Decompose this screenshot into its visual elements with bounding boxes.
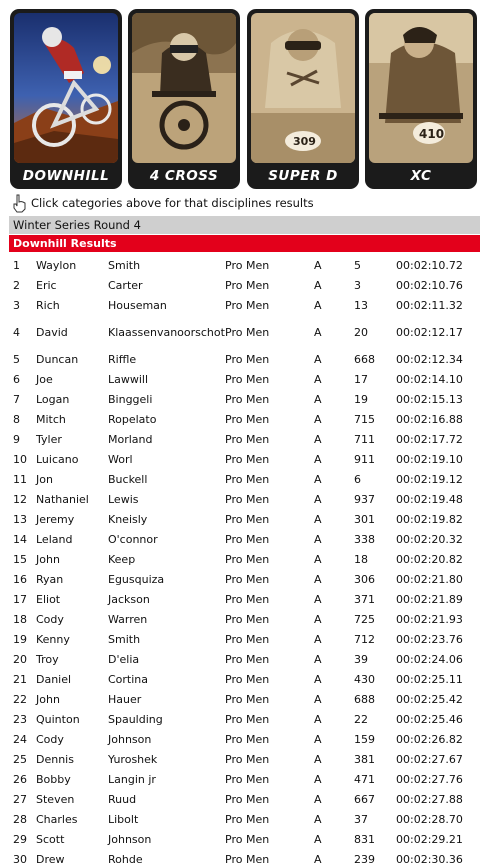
- category-cell: Pro Men: [225, 613, 270, 626]
- position-cell: 25: [13, 753, 27, 766]
- position-cell: 10: [13, 453, 27, 466]
- first-name-cell: Mitch: [36, 413, 66, 426]
- position-cell: 6: [13, 373, 20, 386]
- result-row: [9, 790, 484, 810]
- first-name-cell: Rich: [36, 299, 60, 312]
- result-row: [9, 610, 484, 630]
- class-cell: A: [314, 493, 322, 506]
- plate-number-cell: 430: [354, 673, 375, 686]
- plate-number-cell: 831: [354, 833, 375, 846]
- class-cell: A: [314, 853, 322, 866]
- class-cell: A: [314, 653, 322, 666]
- tile-4-cross[interactable]: [128, 9, 240, 189]
- category-cell: Pro Men: [225, 773, 270, 786]
- plate-number-cell: 22: [354, 713, 368, 726]
- tile-label: 4 CROSS: [149, 168, 219, 184]
- result-row: [9, 370, 484, 390]
- result-row: [9, 730, 484, 750]
- last-name-cell: Riffle: [108, 353, 137, 366]
- plate-number-cell: 712: [354, 633, 375, 646]
- result-row: [9, 550, 484, 570]
- first-name-cell: Duncan: [36, 353, 79, 366]
- results-table: [9, 256, 484, 868]
- last-name-cell: D'elia: [108, 653, 140, 666]
- category-cell: Pro Men: [225, 433, 270, 446]
- position-cell: 14: [13, 533, 27, 546]
- position-cell: 23: [13, 713, 27, 726]
- class-cell: A: [314, 753, 322, 766]
- category-cell: Pro Men: [225, 279, 270, 292]
- category-cell: Pro Men: [225, 793, 270, 806]
- category-cell: Pro Men: [225, 373, 270, 386]
- result-row: [9, 530, 484, 550]
- class-cell: A: [314, 693, 322, 706]
- first-name-cell: Joe: [36, 373, 53, 386]
- first-name-cell: Troy: [36, 653, 59, 666]
- class-cell: A: [314, 613, 322, 626]
- category-cell: Pro Men: [225, 813, 270, 826]
- category-cell: Pro Men: [225, 259, 270, 272]
- result-row: [9, 510, 484, 530]
- class-cell: A: [314, 326, 322, 339]
- result-row: [9, 410, 484, 430]
- position-cell: 19: [13, 633, 27, 646]
- first-name-cell: Charles: [36, 813, 78, 826]
- class-cell: A: [314, 733, 322, 746]
- plate-number-cell: 371: [354, 593, 375, 606]
- hint-text: Click categories above for that disciplines results: [31, 196, 314, 210]
- last-name-cell: Spaulding: [108, 713, 163, 726]
- first-name-cell: Eliot: [36, 593, 61, 606]
- first-name-cell: Daniel: [36, 673, 72, 686]
- last-name-cell: Kneisly: [108, 513, 148, 526]
- result-row: [9, 590, 484, 610]
- time-cell: 00:02:26.82: [396, 733, 463, 746]
- position-cell: 7: [13, 393, 20, 406]
- category-cell: Pro Men: [225, 753, 270, 766]
- plate-number-cell: 688: [354, 693, 375, 706]
- first-name-cell: Scott: [36, 833, 65, 846]
- first-name-cell: Cody: [36, 613, 64, 626]
- time-cell: 00:02:25.46: [396, 713, 463, 726]
- class-cell: A: [314, 773, 322, 786]
- time-cell: 00:02:20.32: [396, 533, 463, 546]
- first-name-cell: Jon: [36, 473, 53, 486]
- time-cell: 00:02:19.12: [396, 473, 463, 486]
- result-row: [9, 256, 484, 276]
- class-cell: A: [314, 299, 322, 312]
- time-cell: 00:02:12.17: [396, 326, 463, 339]
- plate-number-cell: 19: [354, 393, 368, 406]
- class-cell: A: [314, 833, 322, 846]
- position-cell: 20: [13, 653, 27, 666]
- last-name-cell: Smith: [108, 259, 141, 272]
- tile-super-d[interactable]: [247, 9, 359, 189]
- time-cell: 00:02:27.76: [396, 773, 463, 786]
- time-cell: 00:02:27.88: [396, 793, 463, 806]
- category-cell: Pro Men: [225, 713, 270, 726]
- plate-number-cell: 725: [354, 613, 375, 626]
- category-cell: Pro Men: [225, 733, 270, 746]
- position-cell: 21: [13, 673, 27, 686]
- plate-number-cell: 39: [354, 653, 368, 666]
- plate-number-cell: 17: [354, 373, 368, 386]
- class-cell: A: [314, 553, 322, 566]
- class-cell: A: [314, 433, 322, 446]
- category-cell: Pro Men: [225, 473, 270, 486]
- class-cell: A: [314, 533, 322, 546]
- 4-cross-rider-photo: [132, 13, 236, 163]
- result-row: [9, 276, 484, 296]
- first-name-cell: John: [36, 693, 60, 706]
- category-cell: Pro Men: [225, 453, 270, 466]
- time-cell: 00:02:24.06: [396, 653, 463, 666]
- first-name-cell: Waylon: [36, 259, 77, 272]
- tile-downhill[interactable]: [10, 9, 122, 189]
- position-cell: 16: [13, 573, 27, 586]
- time-cell: 00:02:30.36: [396, 853, 463, 866]
- downhill-rider-photo: [14, 13, 118, 163]
- class-cell: A: [314, 513, 322, 526]
- time-cell: 00:02:20.82: [396, 553, 463, 566]
- result-row: [9, 810, 484, 830]
- position-cell: 3: [13, 299, 20, 312]
- svg-text:309: 309: [293, 135, 316, 148]
- position-cell: 4: [13, 326, 20, 339]
- result-row: [9, 830, 484, 850]
- result-row: [9, 296, 484, 316]
- position-cell: 29: [13, 833, 27, 846]
- class-cell: A: [314, 593, 322, 606]
- position-cell: 30: [13, 853, 27, 866]
- result-row: [9, 690, 484, 710]
- class-cell: A: [314, 453, 322, 466]
- first-name-cell: Dennis: [36, 753, 74, 766]
- instruction-hint: [11, 193, 314, 213]
- plate-number-cell: 381: [354, 753, 375, 766]
- result-row: [9, 570, 484, 590]
- position-cell: 5: [13, 353, 20, 366]
- tile-label: DOWNHILL: [22, 168, 110, 184]
- result-row: [9, 750, 484, 770]
- plate-number-cell: 37: [354, 813, 368, 826]
- time-cell: 00:02:17.72: [396, 433, 463, 446]
- position-cell: 11: [13, 473, 27, 486]
- class-cell: A: [314, 353, 322, 366]
- time-cell: 00:02:12.34: [396, 353, 463, 366]
- first-name-cell: Bobby: [36, 773, 71, 786]
- plate-number-cell: 13: [354, 299, 368, 312]
- super-d-rider-photo: [251, 13, 355, 163]
- category-cell: Pro Men: [225, 673, 270, 686]
- time-cell: 00:02:25.42: [396, 693, 463, 706]
- plate-number-cell: 667: [354, 793, 375, 806]
- first-name-cell: Kenny: [36, 633, 70, 646]
- result-row: [9, 430, 484, 450]
- last-name-cell: Houseman: [108, 299, 167, 312]
- last-name-cell: Buckell: [108, 473, 148, 486]
- last-name-cell: Lawwill: [108, 373, 149, 386]
- plate-number-cell: 306: [354, 573, 375, 586]
- last-name-cell: Johnson: [108, 733, 152, 746]
- last-name-cell: Rohde: [108, 853, 143, 866]
- position-cell: 22: [13, 693, 27, 706]
- plate-number-cell: 18: [354, 553, 368, 566]
- last-name-cell: Morland: [108, 433, 153, 446]
- last-name-cell: Jackson: [108, 593, 150, 606]
- result-row: [9, 770, 484, 790]
- discipline-tiles: [10, 9, 477, 189]
- tile-xc[interactable]: [365, 9, 477, 189]
- last-name-cell: Lewis: [108, 493, 139, 506]
- position-cell: 26: [13, 773, 27, 786]
- time-cell: 00:02:23.76: [396, 633, 463, 646]
- result-row: [9, 630, 484, 650]
- plate-number-cell: 471: [354, 773, 375, 786]
- first-name-cell: John: [36, 553, 60, 566]
- time-cell: 00:02:11.32: [396, 299, 463, 312]
- time-cell: 00:02:10.72: [396, 259, 463, 272]
- class-cell: A: [314, 813, 322, 826]
- last-name-cell: Hauer: [108, 693, 142, 706]
- class-cell: A: [314, 259, 322, 272]
- last-name-cell: Ropelato: [108, 413, 157, 426]
- position-cell: 17: [13, 593, 27, 606]
- last-name-cell: Cortina: [108, 673, 149, 686]
- first-name-cell: David: [36, 326, 68, 339]
- last-name-cell: Keep: [108, 553, 136, 566]
- class-cell: A: [314, 473, 322, 486]
- first-name-cell: Nathaniel: [36, 493, 89, 506]
- category-cell: Pro Men: [225, 833, 270, 846]
- last-name-cell: Binggeli: [108, 393, 153, 406]
- first-name-cell: Leland: [36, 533, 73, 546]
- round-title-bar: Winter Series Round 4: [9, 216, 480, 234]
- class-cell: A: [314, 633, 322, 646]
- position-cell: 18: [13, 613, 27, 626]
- category-cell: Pro Men: [225, 633, 270, 646]
- class-cell: A: [314, 279, 322, 292]
- category-cell: Pro Men: [225, 326, 270, 339]
- result-row: [9, 470, 484, 490]
- result-row: [9, 450, 484, 470]
- time-cell: 00:02:19.82: [396, 513, 463, 526]
- plate-number-cell: 301: [354, 513, 375, 526]
- result-row: [9, 650, 484, 670]
- time-cell: 00:02:29.21: [396, 833, 463, 846]
- result-row: [9, 350, 484, 370]
- first-name-cell: Cody: [36, 733, 64, 746]
- last-name-cell: Langin jr: [108, 773, 156, 786]
- result-row: [9, 490, 484, 510]
- category-cell: Pro Men: [225, 533, 270, 546]
- time-cell: 00:02:19.48: [396, 493, 463, 506]
- last-name-cell: Egusquiza: [108, 573, 165, 586]
- last-name-cell: Libolt: [108, 813, 139, 826]
- category-cell: Pro Men: [225, 593, 270, 606]
- plate-number-cell: 937: [354, 493, 375, 506]
- first-name-cell: Tyler: [36, 433, 62, 446]
- time-cell: 00:02:10.76: [396, 279, 463, 292]
- class-cell: A: [314, 393, 322, 406]
- tile-label: XC: [410, 168, 432, 184]
- category-cell: Pro Men: [225, 493, 270, 506]
- position-cell: 9: [13, 433, 20, 446]
- first-name-cell: Steven: [36, 793, 75, 806]
- xc-rider-photo: [369, 13, 473, 163]
- category-cell: Pro Men: [225, 393, 270, 406]
- plate-number-cell: 20: [354, 326, 368, 339]
- section-title-bar: Downhill Results: [9, 235, 480, 252]
- first-name-cell: Drew: [36, 853, 65, 866]
- plate-number-cell: 159: [354, 733, 375, 746]
- category-cell: Pro Men: [225, 513, 270, 526]
- category-cell: Pro Men: [225, 693, 270, 706]
- first-name-cell: Jeremy: [36, 513, 75, 526]
- plate-number-cell: 338: [354, 533, 375, 546]
- time-cell: 00:02:27.67: [396, 753, 463, 766]
- category-cell: Pro Men: [225, 573, 270, 586]
- category-cell: Pro Men: [225, 353, 270, 366]
- result-row: [9, 850, 484, 868]
- plate-number-cell: 6: [354, 473, 361, 486]
- last-name-cell: Warren: [108, 613, 148, 626]
- last-name-cell: Ruud: [108, 793, 137, 806]
- last-name-cell: Klaassenvanoorschot: [108, 326, 225, 339]
- plate-number-cell: 911: [354, 453, 375, 466]
- plate-number-cell: 668: [354, 353, 375, 366]
- time-cell: 00:02:21.93: [396, 613, 463, 626]
- result-row: [9, 710, 484, 730]
- last-name-cell: Worl: [108, 453, 133, 466]
- class-cell: A: [314, 373, 322, 386]
- hand-pointer-icon: [11, 193, 29, 213]
- position-cell: 1: [13, 259, 20, 272]
- time-cell: 00:02:28.70: [396, 813, 463, 826]
- class-cell: A: [314, 573, 322, 586]
- last-name-cell: Johnson: [108, 833, 152, 846]
- category-cell: Pro Men: [225, 853, 270, 866]
- last-name-cell: Carter: [108, 279, 143, 292]
- result-row: [9, 316, 484, 350]
- class-cell: A: [314, 413, 322, 426]
- time-cell: 00:02:16.88: [396, 413, 463, 426]
- last-name-cell: Yuroshek: [108, 753, 158, 766]
- plate-number-cell: 5: [354, 259, 361, 272]
- time-cell: 00:02:14.10: [396, 373, 463, 386]
- first-name-cell: Ryan: [36, 573, 64, 586]
- class-cell: A: [314, 793, 322, 806]
- last-name-cell: Smith: [108, 633, 141, 646]
- plate-number-cell: 715: [354, 413, 375, 426]
- position-cell: 8: [13, 413, 20, 426]
- position-cell: 28: [13, 813, 27, 826]
- category-cell: Pro Men: [225, 553, 270, 566]
- result-row: [9, 670, 484, 690]
- position-cell: 24: [13, 733, 27, 746]
- plate-number-cell: 239: [354, 853, 375, 866]
- first-name-cell: Logan: [36, 393, 70, 406]
- category-cell: Pro Men: [225, 299, 270, 312]
- time-cell: 00:02:19.10: [396, 453, 463, 466]
- first-name-cell: Quinton: [36, 713, 80, 726]
- result-row: [9, 390, 484, 410]
- last-name-cell: O'connor: [108, 533, 158, 546]
- first-name-cell: Eric: [36, 279, 57, 292]
- plate-number-cell: 3: [354, 279, 361, 292]
- position-cell: 12: [13, 493, 27, 506]
- svg-text:410: 410: [419, 127, 445, 141]
- class-cell: A: [314, 713, 322, 726]
- tile-label: SUPER D: [268, 168, 338, 184]
- time-cell: 00:02:21.89: [396, 593, 463, 606]
- class-cell: A: [314, 673, 322, 686]
- time-cell: 00:02:25.11: [396, 673, 463, 686]
- position-cell: 15: [13, 553, 27, 566]
- time-cell: 00:02:15.13: [396, 393, 463, 406]
- category-cell: Pro Men: [225, 413, 270, 426]
- category-cell: Pro Men: [225, 653, 270, 666]
- position-cell: 13: [13, 513, 27, 526]
- position-cell: 27: [13, 793, 27, 806]
- position-cell: 2: [13, 279, 20, 292]
- first-name-cell: Luicano: [36, 453, 79, 466]
- time-cell: 00:02:21.80: [396, 573, 463, 586]
- plate-number-cell: 711: [354, 433, 375, 446]
